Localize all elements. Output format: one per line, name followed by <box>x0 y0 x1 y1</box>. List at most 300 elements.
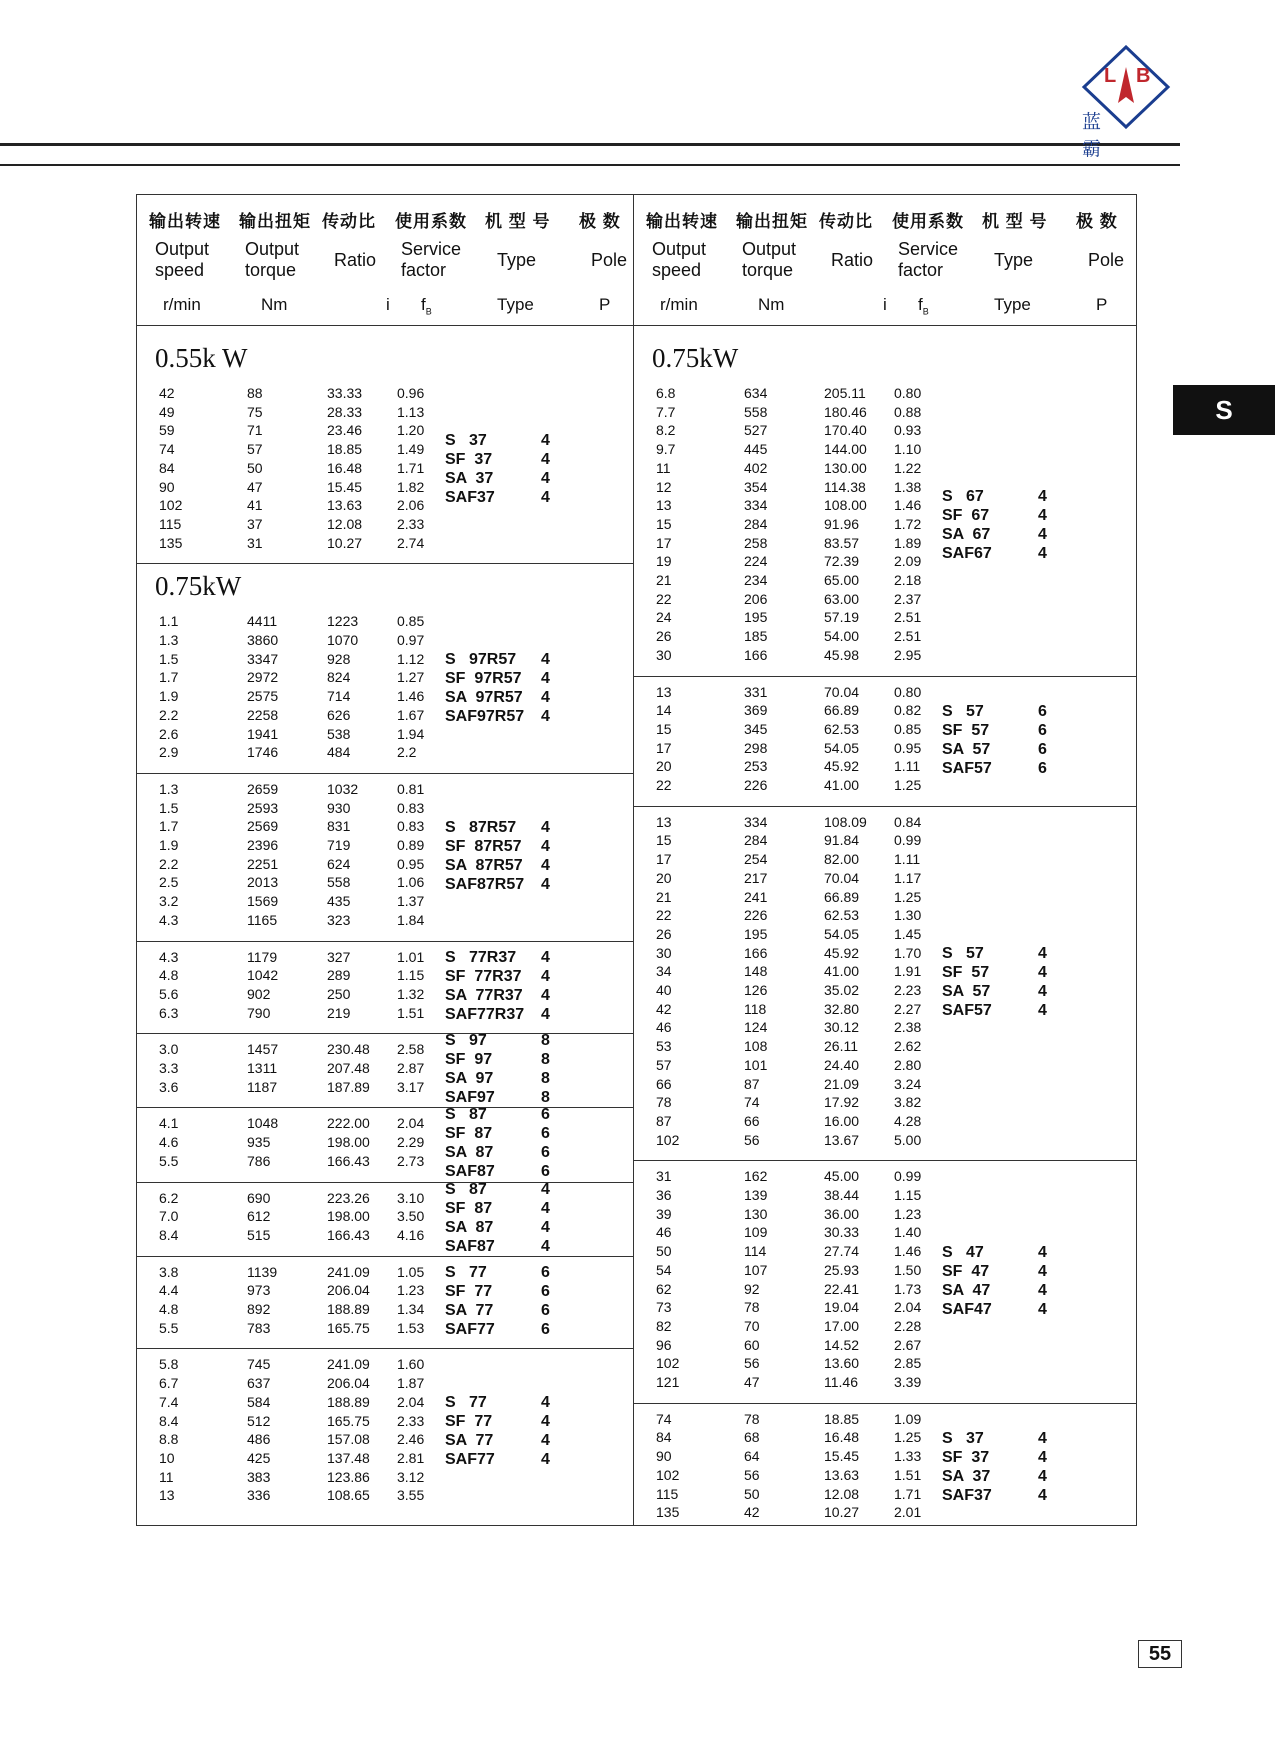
table-cell: 63.00 <box>824 590 860 607</box>
table-cell: 612 <box>247 1208 271 1225</box>
table-cell: 1.5 <box>159 799 179 816</box>
header-unit-0: r/min <box>660 295 698 314</box>
pole-count: 4 <box>541 986 550 1004</box>
table-cell: 1.46 <box>894 497 922 514</box>
table-cell: 1.27 <box>397 669 425 686</box>
pole-count: 4 <box>541 1199 550 1217</box>
pole-count: 6 <box>541 1106 550 1124</box>
type-code: S 77R37 <box>445 948 517 966</box>
table-cell: 46 <box>656 1019 672 1036</box>
table-cell: 62.53 <box>824 720 860 737</box>
table-cell: 714 <box>327 688 351 705</box>
table-cell: 1.9 <box>159 688 179 705</box>
table-cell: 2.33 <box>397 1412 425 1429</box>
table-cell: 195 <box>744 609 768 626</box>
table-cell: 2251 <box>247 855 279 872</box>
group-separator <box>137 941 633 942</box>
table-cell: 2.2 <box>159 855 179 872</box>
table-cell: 224 <box>744 553 768 570</box>
table-cell: 2575 <box>247 688 279 705</box>
table-cell: 5.5 <box>159 1152 179 1169</box>
table-cell: 6.8 <box>656 385 676 401</box>
header-cn-2: 传动比 <box>819 212 873 231</box>
table-cell: 108.00 <box>824 497 867 514</box>
table-cell: 2.46 <box>397 1431 425 1448</box>
header-en1-2: Ratio <box>334 250 377 270</box>
table-cell: 91.96 <box>824 515 860 532</box>
table-cell: 1.37 <box>397 893 425 910</box>
table-cell: 0.83 <box>397 799 425 816</box>
table-cell: 1.15 <box>397 967 425 984</box>
header-en2-1: torque <box>742 260 794 280</box>
table-cell: 1.23 <box>397 1282 425 1299</box>
table-cell: 56 <box>744 1131 760 1148</box>
table-cell: 3.3 <box>159 1060 179 1076</box>
header-unit-5: P <box>599 295 611 314</box>
table-cell: 70.04 <box>824 683 860 700</box>
table-cell: 21 <box>656 572 672 588</box>
table-cell: 36.00 <box>824 1205 860 1222</box>
table-cell: 2.33 <box>397 515 425 532</box>
table-cell: 28.33 <box>327 403 363 420</box>
table-cell: 56 <box>744 1355 760 1372</box>
pole-count: 4 <box>1038 526 1047 544</box>
type-code: SF 37 <box>942 1448 990 1466</box>
pole-count: 4 <box>1038 964 1047 981</box>
table-cell: 13 <box>656 683 672 700</box>
table-cell: 74 <box>159 441 175 458</box>
table-cell: 2.23 <box>894 982 922 998</box>
table-cell: 31 <box>247 534 263 551</box>
type-code: S 37 <box>445 432 487 450</box>
header-en1-0: Output <box>155 239 210 259</box>
table-cell: 90 <box>159 478 175 495</box>
header-en1-1: Output <box>245 239 300 259</box>
table-cell: 66.89 <box>824 888 860 905</box>
header-en1-0: Output <box>652 239 707 259</box>
group-separator <box>137 563 633 564</box>
group-separator <box>137 1033 633 1034</box>
pole-count: 6 <box>541 1302 550 1319</box>
logo-letter-l: L <box>1104 65 1117 87</box>
table-cell: 217 <box>744 869 768 886</box>
table-cell: 1.70 <box>894 944 922 961</box>
table-cell: 2.62 <box>894 1038 922 1055</box>
table-cell: 1.94 <box>397 725 425 742</box>
table-cell: 108.65 <box>327 1487 370 1504</box>
table-cell: 109 <box>744 1224 768 1241</box>
table-cell: 1.22 <box>894 459 922 476</box>
table-cell: 0.81 <box>397 780 425 797</box>
table-cell: 66.89 <box>824 702 860 719</box>
type-code: SF 37 <box>445 451 493 469</box>
table-cell: 165.75 <box>327 1319 370 1336</box>
table-cell: 8.2 <box>656 422 676 439</box>
type-code: SAF57 <box>942 759 992 777</box>
table-cell: 1187 <box>247 1078 278 1095</box>
table-cell: 102 <box>656 1466 680 1483</box>
table-cell: 1.06 <box>397 874 425 891</box>
table-cell: 165.75 <box>327 1412 370 1429</box>
type-code: SA 87 <box>445 1144 494 1162</box>
table-cell: 0.80 <box>894 683 922 700</box>
table-cell: 2.85 <box>894 1355 922 1372</box>
table-cell: 3.10 <box>397 1189 425 1206</box>
table-cell: 24 <box>656 609 672 626</box>
table-cell: 17.00 <box>824 1317 860 1334</box>
pole-count: 4 <box>1038 1002 1047 1019</box>
type-code: S 47 <box>942 1243 984 1261</box>
table-cell: 0.83 <box>397 818 425 835</box>
table-cell: 49 <box>159 403 175 420</box>
table-cell: 3.2 <box>159 893 179 910</box>
pole-count: 4 <box>1038 945 1047 962</box>
table-cell: 1.67 <box>397 706 425 723</box>
table-cell: 786 <box>247 1152 271 1169</box>
table-cell: 84 <box>656 1429 672 1446</box>
table-cell: 0.82 <box>894 702 922 719</box>
table-cell: 1311 <box>247 1060 278 1076</box>
table-cell: 1457 <box>247 1041 279 1058</box>
table-cell: 0.88 <box>894 403 922 420</box>
pole-count: 4 <box>541 470 550 488</box>
table-cell: 5.00 <box>894 1131 922 1148</box>
table-cell: 2.5 <box>159 874 179 891</box>
table-cell: 66 <box>656 1075 672 1092</box>
table-cell: 124 <box>744 1019 768 1036</box>
table-cell: 2569 <box>247 818 279 835</box>
table-cell: 15 <box>656 515 672 532</box>
pole-count: 4 <box>541 651 550 669</box>
table-cell: 34 <box>656 963 672 980</box>
table-cell: 1165 <box>247 911 278 928</box>
half-separator <box>633 195 634 1525</box>
table-cell: 1.20 <box>397 422 425 439</box>
table-cell: 137.48 <box>327 1449 370 1466</box>
table-cell: 33.33 <box>327 385 363 401</box>
table-cell: 38.44 <box>824 1187 860 1203</box>
table-cell: 0.85 <box>397 613 425 630</box>
type-code: SF 77 <box>445 1283 493 1300</box>
table-cell: 46 <box>656 1224 672 1241</box>
table-cell: 108.09 <box>824 813 867 830</box>
table-cell: 2396 <box>247 837 279 853</box>
table-cell: 2.27 <box>894 1000 922 1017</box>
table-cell: 4.4 <box>159 1282 179 1299</box>
header-cn-0: 输出转速 <box>149 212 221 231</box>
table-cell: 2.37 <box>894 590 922 607</box>
pole-count: 6 <box>541 1321 550 1338</box>
pole-count: 8 <box>541 1032 550 1050</box>
table-cell: 4.1 <box>159 1115 179 1132</box>
header-unit-4: Type <box>994 295 1031 314</box>
table-cell: 130 <box>744 1205 768 1222</box>
type-code: SAF47 <box>942 1300 992 1318</box>
type-code: SF 77 <box>445 1413 493 1431</box>
table-cell: 207.48 <box>327 1060 370 1076</box>
table-cell: 486 <box>247 1431 271 1448</box>
table-cell: 60 <box>744 1336 760 1353</box>
header-unit-3: $f_B$ <box>918 295 929 317</box>
pole-count: 4 <box>1038 1486 1047 1504</box>
table-cell: 22 <box>656 590 672 607</box>
logo-chinese: 蓝 霸 <box>1082 112 1120 160</box>
table-cell: 3.6 <box>159 1078 179 1095</box>
type-code: S 97R57 <box>445 651 517 669</box>
table-cell: 2.38 <box>894 1019 922 1036</box>
table-cell: 13.63 <box>824 1466 860 1483</box>
table-cell: 82.00 <box>824 851 860 868</box>
group-separator <box>137 1182 633 1183</box>
table-cell: 345 <box>744 720 768 737</box>
table-cell: 253 <box>744 758 768 775</box>
pole-count: 4 <box>541 1005 550 1023</box>
table-cell: 170.40 <box>824 422 867 439</box>
table-cell: 187.89 <box>327 1078 370 1095</box>
table-cell: 17 <box>656 851 672 868</box>
table-cell: 2.51 <box>894 609 922 626</box>
power-title: 0.75kW <box>652 343 739 373</box>
table-cell: 13.63 <box>327 497 363 514</box>
pole-count: 4 <box>541 967 550 985</box>
table-cell: 13 <box>159 1487 175 1504</box>
table-cell: 66 <box>744 1112 760 1129</box>
table-cell: 1.3 <box>159 632 179 648</box>
table-cell: 123.86 <box>327 1468 370 1485</box>
table-cell: 17.92 <box>824 1094 860 1111</box>
table-cell: 284 <box>744 832 768 849</box>
table-cell: 7.4 <box>159 1393 179 1410</box>
pole-count: 4 <box>541 432 550 450</box>
table-cell: 1.25 <box>894 777 922 793</box>
type-code: SA 57 <box>942 983 991 1000</box>
table-cell: 1.34 <box>397 1301 425 1317</box>
table-cell: 0.95 <box>397 855 425 872</box>
table-cell: 54.05 <box>824 739 860 756</box>
table-cell: 102 <box>656 1131 680 1148</box>
table-cell: 22 <box>656 777 672 793</box>
table-cell: 121 <box>656 1374 680 1390</box>
header-en2-0: speed <box>652 260 702 280</box>
type-code: SA 47 <box>942 1281 991 1299</box>
table-cell: 42 <box>159 385 175 401</box>
table-cell: 2.09 <box>894 553 922 570</box>
table-cell: 745 <box>247 1356 271 1373</box>
header-cn-5: 极 数 <box>579 212 621 231</box>
table-cell: 973 <box>247 1282 271 1299</box>
table-cell: 101 <box>744 1056 768 1073</box>
table-cell: 83.57 <box>824 534 860 551</box>
table-cell: 195 <box>744 925 768 942</box>
table-cell: 37 <box>247 515 263 532</box>
type-code: SA 37 <box>445 470 494 488</box>
pole-count: 4 <box>1038 1467 1047 1485</box>
table-cell: 2.80 <box>894 1056 922 1073</box>
table-cell: 331 <box>744 683 768 700</box>
table-cell: 157.08 <box>327 1431 370 1448</box>
table-cell: 88 <box>247 385 263 401</box>
table-cell: 82 <box>656 1317 672 1334</box>
table-cell: 558 <box>327 874 351 891</box>
table-cell: 219 <box>327 1004 351 1021</box>
table-cell: 1.53 <box>397 1319 425 1336</box>
table-cell: 148 <box>744 963 768 980</box>
type-code: SF 87R57 <box>445 837 522 855</box>
table-cell: 2.04 <box>397 1393 425 1410</box>
table-cell: 930 <box>327 799 351 816</box>
table-cell: 41 <box>247 497 263 514</box>
table-cell: 50 <box>656 1243 672 1260</box>
table-cell: 50 <box>744 1485 760 1502</box>
table-cell: 14 <box>656 702 672 719</box>
type-code: S 67 <box>942 488 984 506</box>
table-cell: 2258 <box>247 706 279 723</box>
table-cell: 1.01 <box>397 948 425 965</box>
table-cell: 2.81 <box>397 1449 425 1466</box>
pole-count: 4 <box>1038 507 1047 525</box>
table-cell: 6.3 <box>159 1004 179 1021</box>
table-cell: 824 <box>327 669 351 686</box>
table-cell: 11 <box>656 459 671 476</box>
table-cell: 2013 <box>247 874 279 891</box>
table-cell: 1.72 <box>894 515 922 532</box>
brand-logo <box>1078 45 1174 160</box>
table-cell: 5.5 <box>159 1319 179 1336</box>
table-cell: 84 <box>159 459 175 476</box>
type-code: S 77 <box>445 1264 487 1281</box>
table-cell: 3.55 <box>397 1487 425 1504</box>
table-cell: 8.4 <box>159 1412 179 1429</box>
table-cell: 1.32 <box>397 985 425 1002</box>
table-cell: 87 <box>656 1112 672 1129</box>
table-cell: 1.45 <box>894 925 922 942</box>
table-cell: 1.33 <box>894 1448 922 1465</box>
type-code: SA 77R37 <box>445 986 523 1004</box>
table-cell: 166.43 <box>327 1152 370 1169</box>
table-cell: 254 <box>744 851 768 868</box>
table-cell: 11.46 <box>824 1374 858 1390</box>
table-cell: 188.89 <box>327 1301 370 1317</box>
table-cell: 0.97 <box>397 632 425 648</box>
table-cell: 1.51 <box>894 1466 922 1483</box>
table-cell: 690 <box>247 1189 271 1206</box>
group-separator <box>137 1256 633 1257</box>
table-cell: 10.27 <box>824 1504 860 1521</box>
type-code: S 87 <box>445 1180 487 1198</box>
type-code: SF 97 <box>445 1051 493 1069</box>
header-unit-2: i <box>386 295 390 314</box>
type-code: SAF87 <box>445 1237 495 1255</box>
table-cell: 3.8 <box>159 1263 179 1280</box>
header-cn-1: 输出扭矩 <box>736 212 808 231</box>
table-cell: 250 <box>327 985 351 1002</box>
table-cell: 5.8 <box>159 1356 179 1373</box>
header-cn-3: 使用系数 <box>395 212 467 231</box>
pole-count: 4 <box>541 856 550 874</box>
table-cell: 2.67 <box>894 1336 922 1353</box>
type-code: S 57 <box>942 702 984 720</box>
table-cell: 47 <box>247 478 263 495</box>
table-cell: 144.00 <box>824 441 867 458</box>
table-header-left <box>137 195 633 325</box>
table-cell: 1223 <box>327 613 359 630</box>
table-cell: 0.84 <box>894 813 922 830</box>
table-cell: 1.25 <box>894 888 922 905</box>
table-cell: 3.17 <box>397 1078 425 1095</box>
table-cell: 107 <box>744 1261 768 1278</box>
table-cell: 435 <box>327 893 351 910</box>
header-unit-1: Nm <box>758 295 785 314</box>
table-cell: 1.09 <box>894 1410 922 1427</box>
type-code: SF 77R37 <box>445 967 522 985</box>
table-cell: 298 <box>744 739 768 756</box>
table-cell: 1.10 <box>894 441 922 458</box>
table-cell: 512 <box>247 1412 271 1429</box>
table-cell: 258 <box>744 534 768 551</box>
table-cell: 1042 <box>247 967 279 984</box>
header-en1-5: Pole <box>591 250 628 270</box>
table-cell: 13.67 <box>824 1131 860 1148</box>
table-cell: 20 <box>656 758 672 775</box>
type-code: SAF67 <box>942 545 992 563</box>
pole-count: 4 <box>541 1413 550 1431</box>
table-cell: 3.12 <box>397 1468 425 1485</box>
pole-count: 4 <box>541 1237 550 1255</box>
type-code: SF 57 <box>942 964 990 981</box>
pole-count: 4 <box>541 1394 550 1412</box>
table-cell: 1.50 <box>894 1261 922 1278</box>
pole-count: 6 <box>541 1125 550 1143</box>
table-cell: 115 <box>656 1485 679 1502</box>
group-separator <box>137 773 633 774</box>
table-cell: 354 <box>744 478 768 495</box>
table-cell: 2.87 <box>397 1060 425 1076</box>
table-cell: 1070 <box>327 632 359 648</box>
table-cell: 230.48 <box>327 1041 370 1058</box>
page-number: 55 <box>1138 1640 1182 1668</box>
logo-letter-b: B <box>1136 65 1151 87</box>
table-cell: 42 <box>744 1504 760 1521</box>
pole-count: 4 <box>1038 488 1047 506</box>
type-code: SAF97R57 <box>445 708 525 726</box>
table-cell: 17 <box>656 534 672 551</box>
table-cell: 39 <box>656 1205 672 1222</box>
header-cn-4: 机 型 号 <box>485 212 551 231</box>
header-unit-0: r/min <box>163 295 201 314</box>
table-cell: 334 <box>744 813 768 830</box>
table-cell: 206.04 <box>327 1282 370 1299</box>
table-cell: 3.24 <box>894 1075 922 1092</box>
table-cell: 2.51 <box>894 628 922 645</box>
table-cell: 185 <box>744 628 768 645</box>
table-cell: 87 <box>744 1075 760 1092</box>
table-cell: 114 <box>744 1243 767 1260</box>
table-cell: 1.38 <box>894 478 922 495</box>
table-cell: 1048 <box>247 1115 279 1132</box>
type-code: SF 87 <box>445 1199 493 1217</box>
table-cell: 6.2 <box>159 1189 179 1206</box>
table-cell: 13 <box>656 497 672 514</box>
table-cell: 1.7 <box>159 669 179 686</box>
table-cell: 78 <box>744 1410 760 1427</box>
table-cell: 2.58 <box>397 1041 425 1058</box>
pole-count: 6 <box>1038 759 1047 777</box>
header-en1-4: Type <box>994 250 1034 270</box>
table-cell: 2.9 <box>159 744 179 761</box>
type-code: SF 87 <box>445 1125 493 1143</box>
power-title: 0.75kW <box>155 571 242 602</box>
pole-count: 4 <box>1038 1281 1047 1299</box>
